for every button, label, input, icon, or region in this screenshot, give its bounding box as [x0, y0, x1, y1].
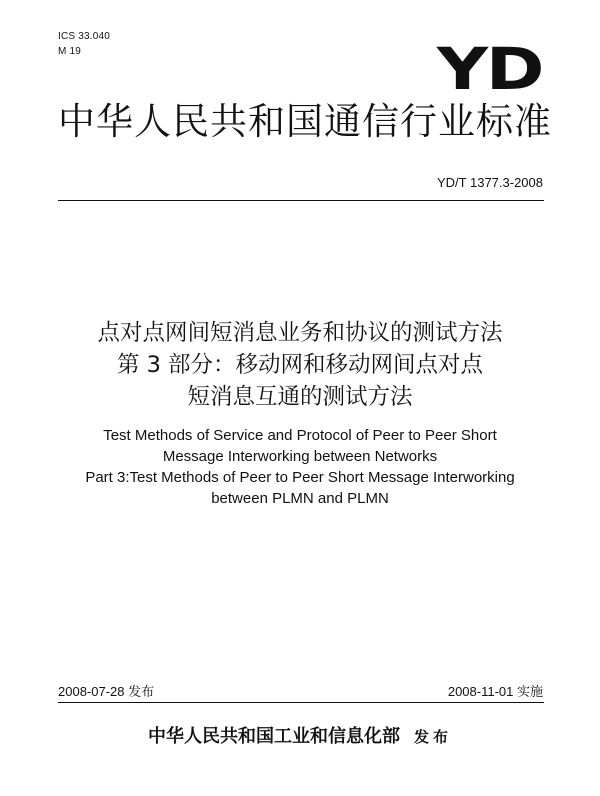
publisher — [130, 724, 470, 750]
classification-code: M 19 — [58, 46, 82, 57]
header-divider — [58, 200, 544, 201]
ics-code: ICS 33.040 — [58, 31, 111, 42]
implementation-date: 2008-11-01 实施 — [447, 684, 543, 699]
en-title-line-4: between PLMN and PLMN — [211, 490, 389, 507]
cn-title-line-1: 点对点网间短消息业务和协议的测试方法 — [97, 320, 503, 346]
footer-divider — [58, 702, 544, 703]
cn-title-line-2: 第 3 部分：移动网和移动网间点对点 — [116, 352, 484, 378]
publisher-name: 中华人民共和国工业和信息化部 — [147, 726, 400, 747]
en-title-line-2: Message Interworking between Networks — [162, 448, 438, 465]
en-title-line-1: Test Methods of Service and Protocol of Peer to Peer Short — [103, 427, 497, 444]
yd-logo: YD — [436, 35, 542, 103]
industry-standard-title: 中华人民共和国通信行业标准 — [58, 100, 552, 143]
issue-date: 2008-07-28 发布 — [58, 684, 155, 699]
cn-title-line-3: 短消息互通的测试方法 — [187, 384, 413, 410]
publisher-action: 发布 — [413, 728, 452, 746]
en-title-line-3: Part 3:Test Methods of Peer to Peer Short Message Interworking — [85, 469, 515, 486]
standard-number: YD/T 1377.3-2008 — [437, 175, 543, 190]
